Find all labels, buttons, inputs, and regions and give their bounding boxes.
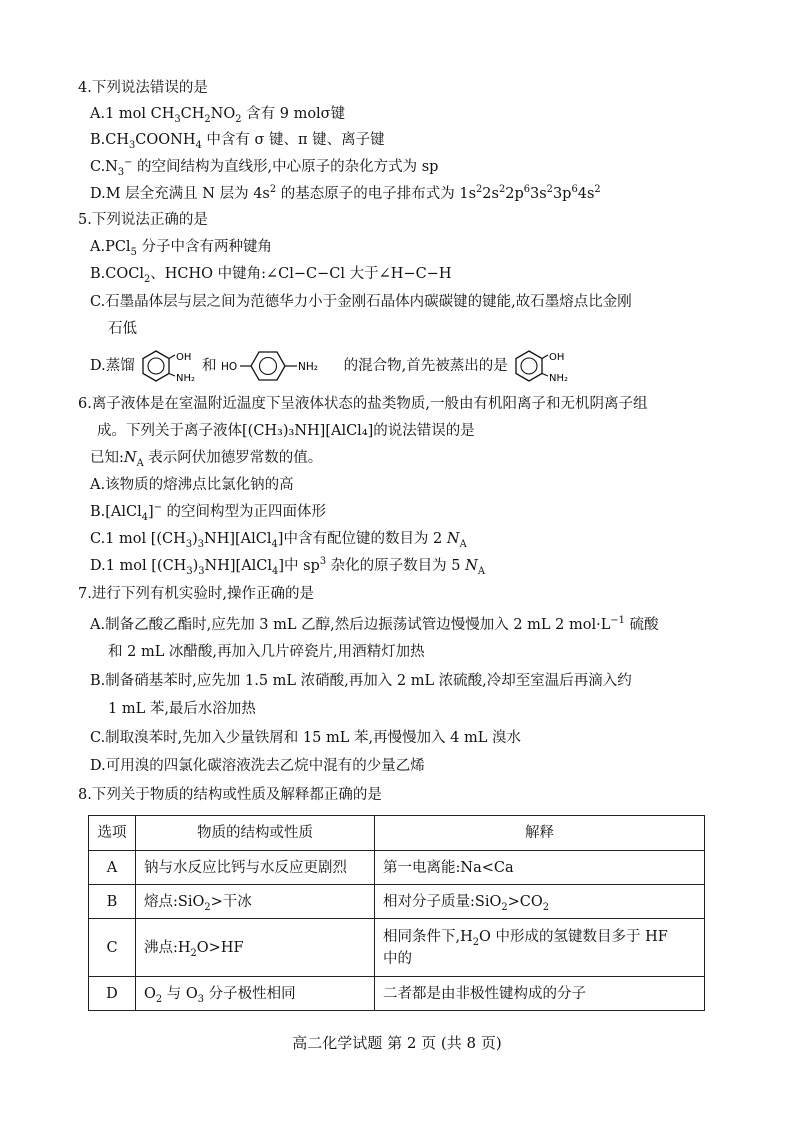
q4-option-d: D.M 层全充满且 N 层为 $4s^2$ 的基态原子的电子排布式为 $1s^22s^22p^63s^23p^64s^2$ [90,184,601,202]
row-explanation: 二者都是由非极性键构成的分子 [375,977,705,1011]
q6-stem-line2: 成。下列关于离子液体[(CH₃)₃NH][AlCl₄]的说法错误的是 [97,423,475,439]
q7-option-b-line1: B.制备硝基苯时,应先加 1.5 mL 浓硝酸,再加入 2 mL 浓硫酸,冷却至室温后再滴入约 [90,673,632,689]
q6-option-c: C.1 mol $[(CH_3)_3NH][AlCl_4]$中含有配位键的数目为 2 $N_A$ [90,531,467,550]
o-aminophenol-answer-structure [512,349,570,383]
o-aminophenol-structure [139,349,197,383]
row-option: A [89,851,136,885]
q7-stem: 7.进行下列有机实验时,操作正确的是 [78,586,314,602]
q6-known: 已知$:N_A$ 表示阿伏加德罗常数的值。 [90,450,323,469]
q5-option-d: D.蒸馏 OH NH₂ 和 HO NH₂ 的混合物,首先被蒸出的是 OH NH₂ [90,349,570,383]
row-explanation: 相对分子质量$:SiO_2>CO_2$ [375,885,705,919]
row-explanation: 相同条件下$,H_2O$ 中形成的氢键数目多于 HF 中的 [375,919,705,977]
q7-option-d: D.可用溴的四氯化碳溶液洗去乙烷中混有的少量乙烯 [90,758,425,774]
q6-stem-line1: 6.离子液体是在室温附近温度下呈液体状态的盐类物质,一般由有机阳离子和无机阴离子组 [78,396,648,412]
nh2-label: NH₂ [176,373,196,383]
nh2-para-label: NH₂ [298,361,319,373]
q8-stem: 8.下列关于物质的结构或性质及解释都正确的是 [78,787,382,803]
q8-table [88,815,705,1011]
q6-option-b: B.[AlCl$_4$]− 的空间构型为正四面体形 [90,502,327,523]
header-option: 选项 [89,816,136,851]
oh-label-2: OH [549,352,565,363]
q4-stem: 4.下列说法错误的是 [78,80,208,96]
q4-option-c: $C.N_3^-$ 的空间结构为直线形,中心原子的杂化方式为 sp [90,157,439,178]
q7-option-a-line1: A.制备乙酸乙酯时,应先加 3 mL 乙醇,然后边振荡试管边慢慢加入 2 mL 2 $mol\cdot L^{-1}$ 硫酸 [90,615,659,633]
page-footer: 高二化学试题 第 2 页 (共 8 页) [292,1034,502,1052]
nh2-label-2: NH₂ [549,373,569,383]
table-row [89,885,705,919]
q6-option-a: A.该物质的熔沸点比氯化钠的高 [90,477,294,493]
q7-option-c: C.制取溴苯时,先加入少量铁屑和 15 mL 苯,再慢慢加入 4 mL 溴水 [90,730,521,746]
row-property: 沸点$:H_2O>HF$ [136,919,375,977]
q7-option-b-line2: 1 mL 苯,最后水浴加热 [108,701,256,717]
q4-option-b: $B.CH_3COONH_4$ 中含有 σ 键、π 键、离子键 [90,132,385,151]
p-aminophenol-structure [221,349,339,383]
q7-option-a-line2: 和 2 mL 冰醋酸,再加入几片碎瓷片,用酒精灯加热 [108,644,425,660]
row-property: 钠与水反应比钙与水反应更剧烈 [136,851,375,885]
ho-label: HO [221,361,238,373]
row-option: B [89,885,136,919]
row-property: 熔点:SiO$_2$>干冰 [136,885,375,919]
q5-option-b: B.COCl$_2$、HCHO 中键角:∠Cl−C−Cl 大于∠H−C−H [90,266,452,285]
q6-option-d: D.1 mol $[(CH_3)_3NH][AlCl_4]$中 $sp^3$ 杂化的原子数目为 5 $N_A$ [90,556,485,577]
table-row [89,851,705,885]
row-explanation: 第一电离能:Na<Ca [375,851,705,885]
table-header-row [89,816,705,851]
row-property: $O_2$ 与 $O_3$ 分子极性相同 [136,977,375,1011]
q4-option-a: A.1 mol $CH_3CH_2NO_2$ 含有 9 molσ键 [90,106,346,125]
row-option: D [89,977,136,1011]
q5-option-a: A.PCl$_5$ 分子中含有两种键角 [90,239,272,258]
table-row [89,977,705,1011]
q5-option-c-line1: C.石墨晶体层与层之间为范德华力小于金刚石晶体内碳碳键的键能,故石墨熔点比金刚 [90,294,632,310]
header-explanation: 解释 [375,816,705,851]
q5-stem: 5.下列说法正确的是 [78,212,208,228]
header-property: 物质的结构或性质 [136,816,375,851]
table-row [89,919,705,977]
oh-label: OH [176,352,192,363]
row-option: C [89,919,136,977]
q5-option-c-line2: 石低 [108,321,137,337]
